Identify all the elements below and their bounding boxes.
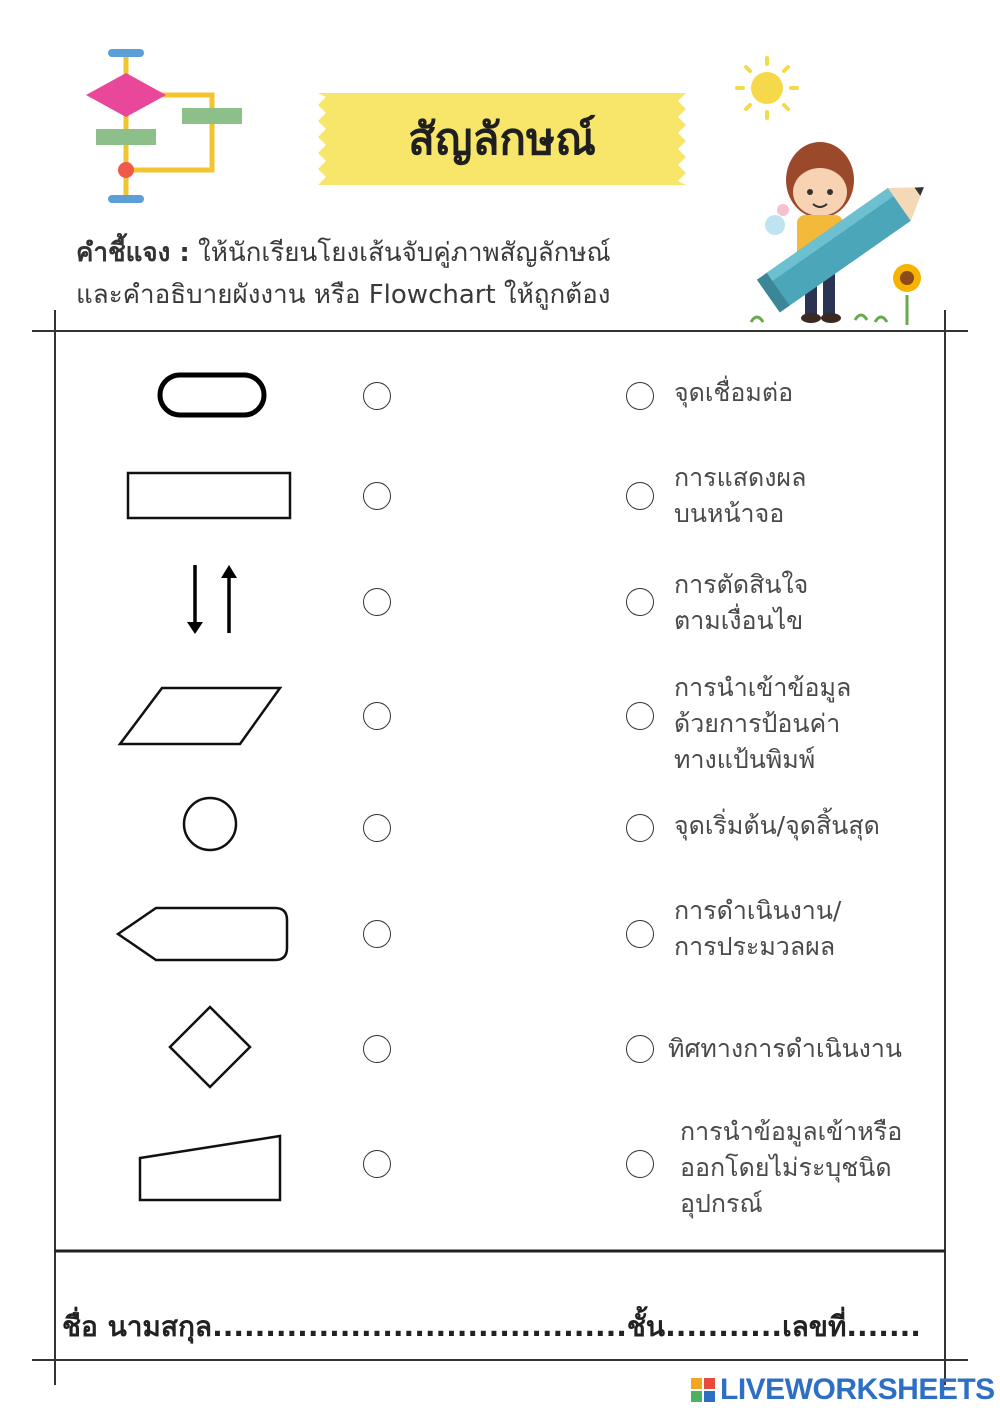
instructions-label: คำชี้แจง : bbox=[76, 238, 190, 268]
flow-direction-arrows-shape bbox=[180, 560, 240, 640]
brand-text: LIVEWORKSHEETS bbox=[720, 1373, 995, 1406]
description-item: การตัดสินใจ ตามเงื่อนไข bbox=[674, 570, 809, 635]
manual-input-trapezoid-shape bbox=[134, 1130, 286, 1206]
decision-diamond-shape bbox=[166, 1003, 254, 1091]
instructions-line2: และคำอธิบายผังงาน หรือ Flowchart ให้ถูกต้อง bbox=[76, 280, 611, 310]
left-match-dot[interactable] bbox=[363, 382, 391, 410]
description-item: จุดเชื่อมต่อ bbox=[674, 378, 794, 407]
description-item: ทิศทางการดำเนินงาน bbox=[668, 1034, 903, 1063]
connector-circle-shape bbox=[178, 794, 242, 854]
right-match-dot[interactable] bbox=[626, 1150, 654, 1178]
left-match-dot[interactable] bbox=[363, 1150, 391, 1178]
right-match-dot[interactable] bbox=[626, 920, 654, 948]
description-item: การนำข้อมูลเข้าหรือ ออกโดยไม่ระบุชนิด อุปกรณ์ bbox=[680, 1117, 903, 1218]
left-match-dot[interactable] bbox=[363, 920, 391, 948]
instructions bbox=[76, 232, 756, 316]
left-match-dot[interactable] bbox=[363, 814, 391, 842]
left-match-dot[interactable] bbox=[363, 482, 391, 510]
instructions-line1: ให้นักเรียนโยงเส้นจับคู่ภาพสัญลักษณ์ bbox=[189, 238, 611, 268]
description-item: การนำเข้าข้อมูล ด้วยการป้อนค่า ทางแป้นพิมพ์ bbox=[674, 673, 852, 774]
input-output-parallelogram-shape bbox=[112, 682, 287, 752]
terminal-rounded-rectangle-shape bbox=[150, 368, 275, 423]
left-match-dot[interactable] bbox=[363, 702, 391, 730]
right-match-dot[interactable] bbox=[626, 814, 654, 842]
page-title: สัญลักษณ์ bbox=[408, 114, 596, 165]
right-match-dot[interactable] bbox=[626, 482, 654, 510]
display-shape bbox=[112, 902, 294, 966]
description-item: จุดเริ่มต้น/จุดสิ้นสุด bbox=[674, 811, 880, 840]
description-item: การดำเนินงาน/ การประมวลผล bbox=[674, 896, 842, 961]
liveworksheets-brand bbox=[690, 1372, 995, 1408]
description-item: การแสดงผล บนหน้าจอ bbox=[674, 463, 807, 528]
right-match-dot[interactable] bbox=[626, 702, 654, 730]
kid-with-pencil-icon bbox=[735, 50, 950, 330]
right-match-dot[interactable] bbox=[626, 1035, 654, 1063]
right-match-dot[interactable] bbox=[626, 382, 654, 410]
right-match-dot[interactable] bbox=[626, 588, 654, 616]
left-match-dot[interactable] bbox=[363, 1035, 391, 1063]
flowchart-logo-icon bbox=[80, 45, 250, 210]
process-rectangle-shape bbox=[122, 465, 302, 530]
left-match-dot[interactable] bbox=[363, 588, 391, 616]
student-info-line: ชื่อ นามสกุล.......................................ชั้น...........เลขที่....... bbox=[62, 1310, 921, 1343]
liveworksheets-logo-icon bbox=[690, 1377, 716, 1403]
